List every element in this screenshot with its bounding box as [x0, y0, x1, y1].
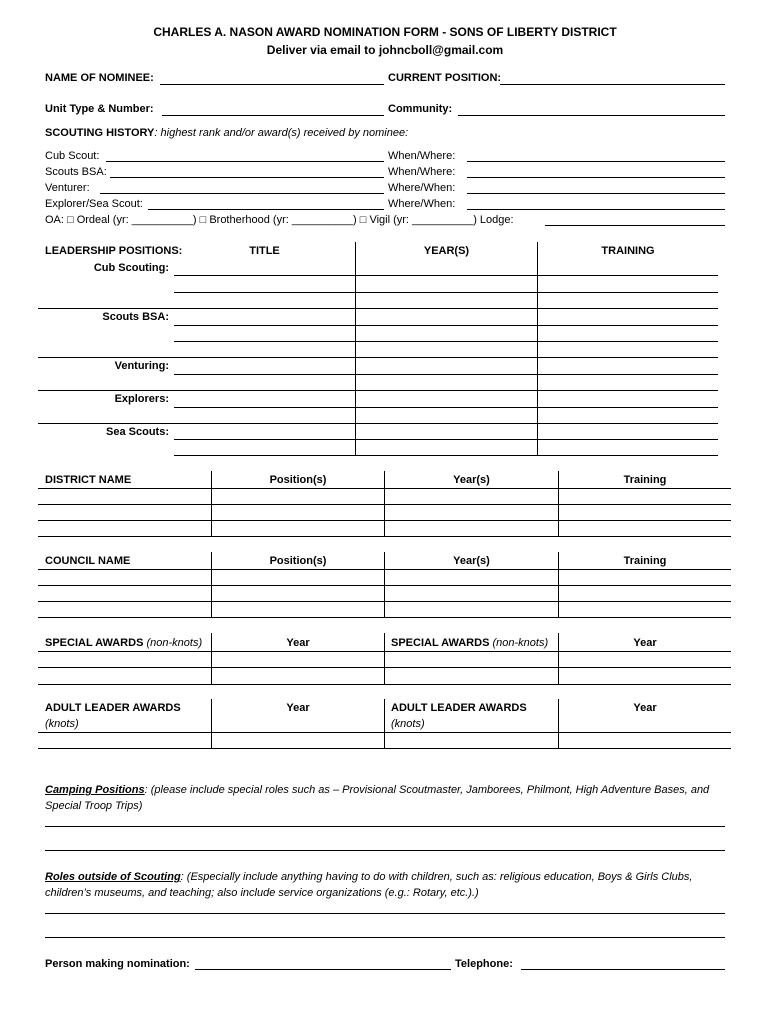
venturing-group: Venturing:: [114, 360, 169, 372]
venturer-field[interactable]: [100, 193, 384, 194]
venturer-when-field[interactable]: [467, 193, 725, 194]
adult-row-line[interactable]: [38, 732, 731, 733]
current-position-label: CURRENT POSITION:: [388, 72, 502, 84]
leadership-years-col: YEAR(S): [423, 245, 470, 257]
current-position-field[interactable]: [500, 84, 725, 85]
leadership-row-line[interactable]: [174, 455, 718, 456]
roles-line[interactable]: [45, 937, 725, 938]
leadership-row-line[interactable]: [174, 275, 718, 276]
lodge-field[interactable]: [545, 225, 725, 226]
roles-outside-text: : (Especially include anything having to do with children, such as: religious education, Boys & Girls Clubs, children’s museums, and teaching; also include service organizations (e.g.: Rotary, etc.).): [45, 871, 693, 899]
explorer-label: Explorer/Sea Scout:: [45, 198, 143, 210]
adult-awards-note-left: (knots): [45, 718, 79, 730]
unit-type-field[interactable]: [162, 115, 384, 116]
scouts-bsa-when-field[interactable]: [467, 177, 725, 178]
leadership-training-col: TRAINING: [601, 245, 655, 257]
cub-scout-label: Cub Scout:: [45, 150, 100, 162]
special-row-line[interactable]: [38, 651, 731, 652]
leadership-row-line[interactable]: [174, 407, 718, 408]
special-year-col-left: Year: [286, 637, 310, 649]
roles-outside-label: Roles outside of Scouting: [45, 871, 181, 883]
district-row-line[interactable]: [38, 504, 731, 505]
explorer-when-label: Where/When:: [388, 198, 456, 210]
cub-scout-field[interactable]: [106, 161, 384, 162]
leadership-row-line[interactable]: [174, 292, 718, 293]
district-training-col: Training: [623, 474, 667, 486]
scouts-bsa-group: Scouts BSA:: [102, 311, 169, 323]
explorer-field[interactable]: [148, 209, 384, 210]
council-row-line[interactable]: [38, 617, 731, 618]
special-awards-note: (non-knots): [146, 637, 203, 649]
leadership-group-separator: [38, 423, 718, 424]
special-awards-note-right: (non-knots): [492, 637, 549, 649]
delivery-instructions: Deliver via email to johncboll@gmail.com: [266, 43, 504, 57]
camping-positions-block: [45, 782, 730, 814]
district-name-header: DISTRICT NAME: [45, 474, 132, 486]
special-row-line[interactable]: [38, 684, 731, 685]
special-awards-label: SPECIAL AWARDS: [45, 637, 144, 649]
scouts-bsa-label: Scouts BSA:: [45, 166, 107, 178]
leadership-title-col: TITLE: [249, 245, 280, 257]
camping-positions-label: Camping Positions: [45, 784, 145, 796]
special-awards-label-right: SPECIAL AWARDS: [391, 637, 490, 649]
adult-year-col-left: Year: [286, 702, 310, 714]
explorers-group: Explorers:: [114, 393, 169, 405]
district-position-col: Position(s): [269, 474, 327, 486]
leadership-row-line[interactable]: [174, 341, 718, 342]
adult-row-line[interactable]: [38, 748, 731, 749]
district-row-line[interactable]: [38, 488, 731, 489]
nominator-label: Person making nomination:: [45, 958, 190, 970]
explorer-when-field[interactable]: [467, 209, 725, 210]
district-row-line[interactable]: [38, 536, 731, 537]
district-row-line[interactable]: [38, 520, 731, 521]
special-awards-header-left: [45, 637, 202, 649]
telephone-field[interactable]: [521, 969, 725, 970]
leadership-row-line[interactable]: [174, 439, 718, 440]
cub-scout-when-label: When/Where:: [388, 150, 456, 162]
council-row-line[interactable]: [38, 601, 731, 602]
council-name-header: COUNCIL NAME: [45, 555, 131, 567]
venturer-when-label: Where/When:: [388, 182, 456, 194]
oa-honors-row: OA: □ Ordeal (yr: __________) □ Brotherhood (yr: __________) □ Vigil (yr: __________) Lodge:: [45, 214, 514, 226]
special-awards-header-right: [391, 637, 548, 649]
telephone-label: Telephone:: [455, 958, 513, 970]
adult-awards-note-right: (knots): [391, 718, 425, 730]
scouts-bsa-when-label: When/Where:: [388, 166, 456, 178]
nominee-name-label: NAME OF NOMINEE:: [45, 72, 154, 84]
special-divider-2: [384, 633, 385, 685]
cub-scout-when-field[interactable]: [467, 161, 725, 162]
council-row-line[interactable]: [38, 585, 731, 586]
council-years-col: Year(s): [453, 555, 490, 567]
nominator-field[interactable]: [195, 969, 451, 970]
camping-line[interactable]: [45, 826, 725, 827]
venturer-label: Venturer:: [45, 182, 90, 194]
camping-line[interactable]: [45, 850, 725, 851]
camping-positions-text: : (please include special roles such as – Provisional Scoutmaster, Jamborees, Philmont, High Adventure Bases, and Special Troop Trips): [45, 784, 710, 812]
community-field[interactable]: [458, 115, 725, 116]
adult-year-col-right: Year: [633, 702, 657, 714]
adult-awards-label-left: ADULT LEADER AWARDS: [45, 702, 181, 714]
special-year-col-right: Year: [633, 637, 657, 649]
district-years-col: Year(s): [453, 474, 490, 486]
roles-line[interactable]: [45, 913, 725, 914]
council-position-col: Position(s): [269, 555, 327, 567]
scouting-history-label: SCOUTING HISTORY: [45, 127, 155, 139]
council-training-col: Training: [623, 555, 667, 567]
leadership-row-line[interactable]: [174, 374, 718, 375]
nominee-name-field[interactable]: [160, 84, 384, 85]
unit-type-label: Unit Type & Number:: [45, 103, 154, 115]
form-title: CHARLES A. NASON AWARD NOMINATION FORM - SONS OF LIBERTY DISTRICT: [153, 25, 617, 39]
leadership-header: LEADERSHIP POSITIONS:: [45, 245, 183, 257]
community-label: Community:: [388, 103, 453, 115]
adult-divider-2: [384, 699, 385, 749]
leadership-group-separator: [38, 390, 718, 391]
scouts-bsa-field[interactable]: [110, 177, 384, 178]
roles-outside-block: [45, 869, 730, 901]
leadership-group-separator: [38, 308, 718, 309]
sea-scouts-group: Sea Scouts:: [106, 426, 169, 438]
leadership-row-line[interactable]: [174, 325, 718, 326]
scouting-history-hint: : highest rank and/or award(s) received by nominee:: [154, 127, 409, 139]
leadership-group-separator: [38, 357, 718, 358]
special-row-line[interactable]: [38, 667, 731, 668]
scouting-history-heading: [45, 127, 408, 139]
council-row-line[interactable]: [38, 569, 731, 570]
cub-scouting-group: Cub Scouting:: [93, 262, 169, 274]
adult-awards-label-right: ADULT LEADER AWARDS: [391, 702, 527, 714]
